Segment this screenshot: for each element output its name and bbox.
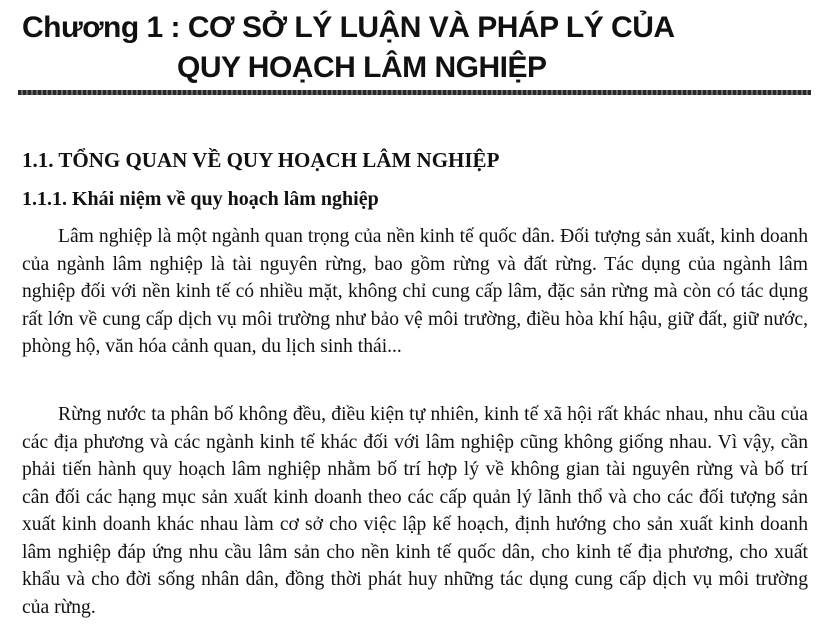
paragraph-2: Rừng nước ta phân bố không đều, điều kiện tự nhiên, kinh tế xã hội rất khác nhau, nhu cầu của các địa phương và các ngành kinh tế khác đối với lâm nghiệp cũng không giống nhau. Vì vậy, cần phải tiến hành quy hoạch lâm nghiệp nhằm bố trí hợp lý về không gian tài nguyên rừng và bố trí cân đối các hạng mục sản xuất kinh doanh theo các cấp quản lý lãnh thổ và cho các đối tượng sản xuất kinh doanh khác nhau làm cơ sở cho việc lập kế hoạch, định hướng cho sản xuất kinh doanh lâm nghiệp đáp ứng nhu cầu lâm sản cho nền kinh tế quốc dân, cho kinh tế địa phương, cho xuất khẩu và cho đời sống nhân dân, đồng thời phát huy những tác dụng cung cấp dịch vụ môi trường của rừng. [22,404,808,618]
chapter-title-line-2: QUY HOẠCH LÂM NGHIỆP [177,51,547,84]
chapter-title [22,8,812,88]
section-heading: 1.1. TỔNG QUAN VỀ QUY HOẠCH LÂM NGHIỆP [22,148,500,172]
paragraph-1: Lâm nghiệp là một ngành quan trọng của nền kinh tế quốc dân. Đối tượng sản xuất, kinh doanh của ngành lâm nghiệp là tài nguyên rừng, bao gồm rừng và đất rừng. Tác dụng của ngành lâm nghiệp đối với nền kinh tế có nhiều mặt, không chỉ cung cấp lâm, đặc sản rừng mà còn có tác dụng rất lớn về cung cấp dịch vụ môi trường như bảo vệ môi trường, điều hòa khí hậu, giữ đất, giữ nước, phòng hộ, văn hóa cảnh quan, du lịch sinh thái... [22,226,808,357]
chapter-title-line-1: Chương 1 : CƠ SỞ LÝ LUẬN VÀ PHÁP LÝ CỦA [22,11,675,44]
subsection-heading: 1.1.1. Khái niệm về quy hoạch lâm nghiệp [22,188,379,210]
chapter-divider [18,90,811,95]
